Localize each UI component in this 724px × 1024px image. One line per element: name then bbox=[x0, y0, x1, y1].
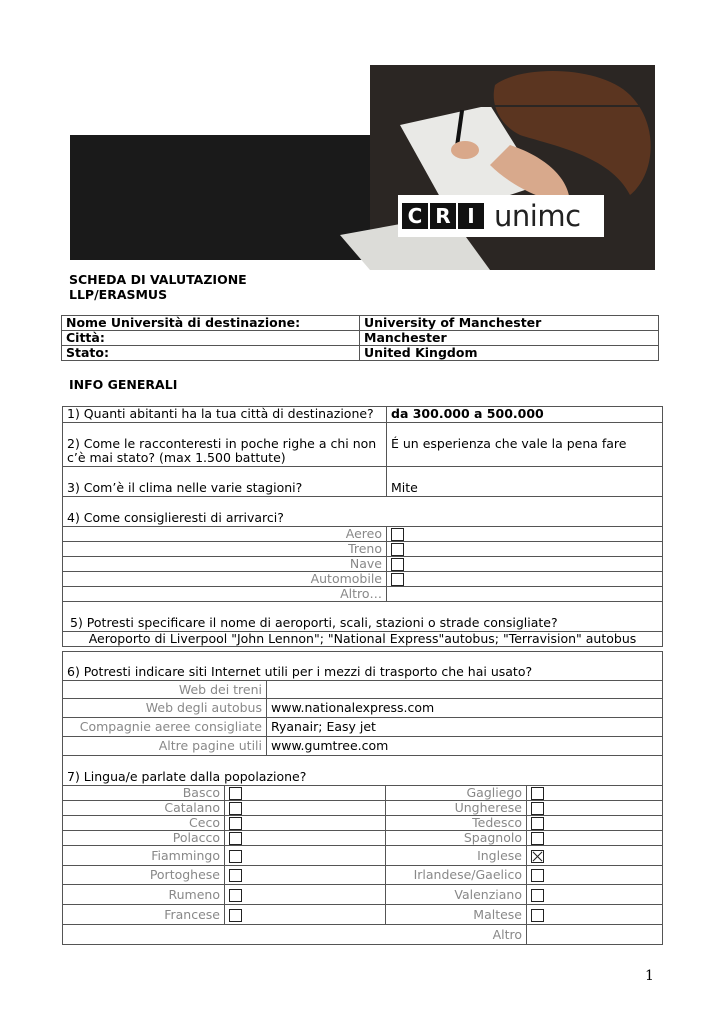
q5-answer: Aeroporto di Liverpool "John Lennon"; "National Express"autobus; "Terravision" autobus bbox=[63, 632, 663, 647]
destination-table bbox=[61, 315, 659, 361]
q7-other-label: Altro bbox=[63, 925, 527, 945]
city-value: Manchester bbox=[360, 331, 659, 346]
q6-row-value[interactable]: Ryanair; Easy jet bbox=[267, 718, 663, 737]
q7-checkbox-portoghese[interactable] bbox=[229, 869, 242, 882]
q7-language-label: Francese bbox=[63, 905, 225, 925]
q7-checkbox-fiammingo[interactable] bbox=[229, 850, 242, 863]
q7-language-label: Ceco bbox=[63, 816, 225, 831]
country-value: United Kingdom bbox=[360, 346, 659, 361]
q4-other-label: Altro… bbox=[63, 587, 387, 602]
q4-option-label: Aereo bbox=[63, 527, 387, 542]
q7-language-label: Inglese bbox=[386, 846, 527, 866]
heading-line-1: SCHEDA DI VALUTAZIONE bbox=[69, 272, 247, 287]
questions-table-6 bbox=[62, 651, 663, 756]
q4-option-label: Treno bbox=[63, 542, 387, 557]
q7-checkbox-valenziano[interactable] bbox=[531, 889, 544, 902]
q4-checkbox-automobile[interactable] bbox=[391, 573, 404, 586]
logo-letter-r: R bbox=[430, 203, 456, 229]
q6-row-label: Altre pagine utili bbox=[63, 737, 267, 756]
city-label: Città: bbox=[62, 331, 360, 346]
q7-language-label: Polacco bbox=[63, 831, 225, 846]
page-heading bbox=[69, 272, 247, 302]
q7-language-label: Rumeno bbox=[63, 885, 225, 905]
page-number: 1 bbox=[645, 968, 654, 984]
q7-language-label: Catalano bbox=[63, 801, 225, 816]
q6-row-value[interactable]: www.nationalexpress.com bbox=[267, 699, 663, 718]
q7-checkbox-basco[interactable] bbox=[229, 787, 242, 800]
q7-checkbox-ungherese[interactable] bbox=[531, 802, 544, 815]
q7-checkbox-irlandese[interactable] bbox=[531, 869, 544, 882]
q6-row-label: Compagnie aeree consigliate bbox=[63, 718, 267, 737]
q7-checkbox-francese[interactable] bbox=[229, 909, 242, 922]
q1-text: 1) Quanti abitanti ha la tua città di destinazione? bbox=[63, 407, 387, 423]
q7-language-label: Gagliego bbox=[386, 786, 527, 801]
logo-word: unimc bbox=[494, 199, 581, 233]
q4-checkbox-nave[interactable] bbox=[391, 558, 404, 571]
q7-language-label: Irlandese/Gaelico bbox=[386, 866, 527, 885]
q7-text: 7) Lingua/e parlate dalla popolazione? bbox=[63, 756, 663, 786]
q6-row-value[interactable] bbox=[267, 681, 663, 699]
q7-checkbox-polacco[interactable] bbox=[229, 832, 242, 845]
destination-label: Nome Università di destinazione: bbox=[62, 316, 360, 331]
q7-checkbox-tedesco[interactable] bbox=[531, 817, 544, 830]
q7-checkbox-inglese[interactable] bbox=[531, 850, 544, 863]
questions-table-7 bbox=[62, 755, 663, 945]
q4-checkbox-treno[interactable] bbox=[391, 543, 404, 556]
q4-checkbox-aereo[interactable] bbox=[391, 528, 404, 541]
questions-table-1 bbox=[62, 406, 663, 647]
q6-row-label: Web degli autobus bbox=[63, 699, 267, 718]
q4-option-label: Nave bbox=[63, 557, 387, 572]
logo-letter-i: I bbox=[458, 203, 484, 229]
q1-answer: da 300.000 a 500.000 bbox=[387, 407, 663, 423]
q2-answer: É un esperienza che vale la pena fare bbox=[387, 423, 663, 467]
q7-language-label: Fiammingo bbox=[63, 846, 225, 866]
q7-checkbox-spagnolo[interactable] bbox=[531, 832, 544, 845]
q2-text-line-2: c’è mai stato? (max 1.500 battute) bbox=[67, 450, 286, 465]
q7-checkbox-ceco[interactable] bbox=[229, 817, 242, 830]
q7-checkbox-gagliego[interactable] bbox=[531, 787, 544, 800]
heading-line-2: LLP/ERASMUS bbox=[69, 287, 168, 302]
q7-checkbox-maltese[interactable] bbox=[531, 909, 544, 922]
q7-other-field[interactable] bbox=[527, 925, 663, 945]
q6-text: 6) Potresti indicare siti Internet utili per i mezzi di trasporto che hai usato? bbox=[63, 652, 663, 681]
q4-text: 4) Come consiglieresti di arrivarci? bbox=[63, 497, 663, 527]
country-label: Stato: bbox=[62, 346, 360, 361]
q3-answer: Mite bbox=[387, 467, 663, 497]
q4-other-field[interactable] bbox=[387, 587, 663, 602]
header-banner bbox=[70, 65, 655, 270]
q7-language-label: Basco bbox=[63, 786, 225, 801]
q7-language-label: Ungherese bbox=[386, 801, 527, 816]
q7-language-label: Valenziano bbox=[386, 885, 527, 905]
q7-checkbox-rumeno[interactable] bbox=[229, 889, 242, 902]
q6-row-label: Web dei treni bbox=[63, 681, 267, 699]
q7-language-label: Spagnolo bbox=[386, 831, 527, 846]
destination-value: University of Manchester bbox=[360, 316, 659, 331]
q3-text: 3) Com’è il clima nelle varie stagioni? bbox=[63, 467, 387, 497]
cri-unimc-logo bbox=[398, 195, 604, 237]
q2-text bbox=[63, 423, 387, 467]
q7-language-label: Maltese bbox=[386, 905, 527, 925]
section-title-info: INFO GENERALI bbox=[69, 377, 178, 392]
q7-checkbox-catalano[interactable] bbox=[229, 802, 242, 815]
banner-photo bbox=[70, 65, 655, 270]
q5-text: 5) Potresti specificare il nome di aeroporti, scali, stazioni o strade consigliate? bbox=[63, 602, 663, 632]
logo-letter-c: C bbox=[402, 203, 428, 229]
q7-language-label: Tedesco bbox=[386, 816, 527, 831]
q2-text-line-1: 2) Come le racconteresti in poche righe a chi non bbox=[67, 436, 377, 451]
q6-row-value[interactable]: www.gumtree.com bbox=[267, 737, 663, 756]
q4-option-label: Automobile bbox=[63, 572, 387, 587]
q7-language-label: Portoghese bbox=[63, 866, 225, 885]
